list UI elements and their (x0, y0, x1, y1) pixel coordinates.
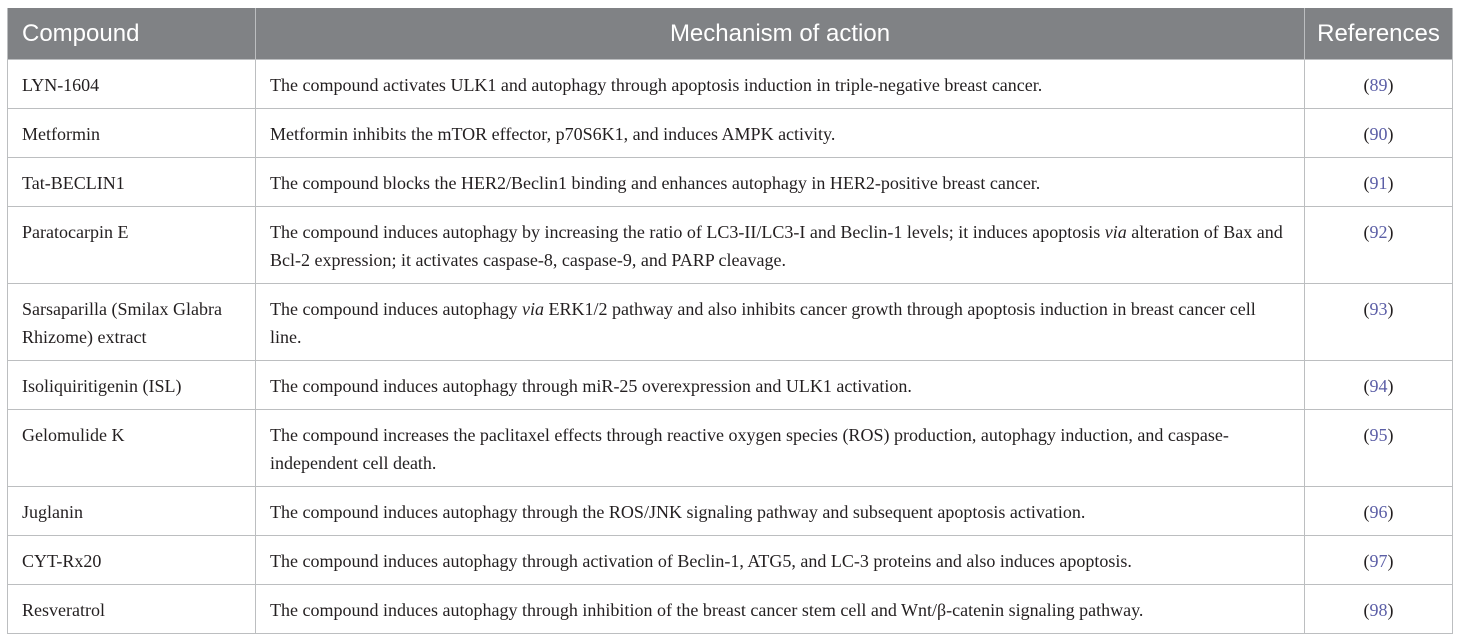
table-row (8, 410, 1453, 487)
compound-cell: Paratocarpin E (8, 207, 256, 284)
compound-cell: Gelomulide K (8, 410, 256, 487)
mechanism-text: The compound induces autophagy through inhibition of the breast cancer stem cell and Wnt/β-catenin signaling pathway. (270, 600, 1144, 620)
reference-link[interactable]: 89 (1369, 75, 1388, 95)
mechanism-text: The compound induces autophagy through miR-25 overexpression and ULK1 activation. (270, 376, 912, 396)
table-row (8, 487, 1453, 536)
reference-link[interactable]: 97 (1369, 551, 1388, 571)
reference-link[interactable]: 91 (1369, 173, 1388, 193)
reference-link[interactable]: 92 (1369, 222, 1388, 242)
mechanism-text: The compound blocks the HER2/Beclin1 binding and enhances autophagy in HER2-positive breast cancer. (270, 173, 1041, 193)
table-row (8, 158, 1453, 207)
mechanism-cell (256, 361, 1305, 410)
table-row (8, 536, 1453, 585)
compound-cell: LYN-1604 (8, 60, 256, 109)
table-header-row (8, 8, 1453, 60)
reference-link[interactable]: 93 (1369, 299, 1388, 319)
table-container (7, 8, 1452, 634)
reference-cell: (98) (1305, 585, 1453, 634)
compounds-table (7, 8, 1453, 634)
mechanism-text: The compound increases the paclitaxel effects through reactive oxygen species (ROS) production, autophagy induction, and caspase-independent cell death. (270, 425, 1229, 473)
reference-cell: (96) (1305, 487, 1453, 536)
table-row (8, 585, 1453, 634)
mechanism-italic: via (521, 299, 544, 319)
reference-cell: (97) (1305, 536, 1453, 585)
reference-cell: (92) (1305, 207, 1453, 284)
mechanism-italic: via (1104, 222, 1127, 242)
compound-cell: Resveratrol (8, 585, 256, 634)
mechanism-text: Metformin inhibits the mTOR effector, p70S6K1, and induces AMPK activity. (270, 124, 836, 144)
mechanism-cell (256, 109, 1305, 158)
mechanism-cell (256, 536, 1305, 585)
mechanism-cell (256, 410, 1305, 487)
mechanism-cell (256, 207, 1305, 284)
reference-cell: (91) (1305, 158, 1453, 207)
mechanism-cell (256, 585, 1305, 634)
header-compound: Compound (8, 8, 256, 60)
reference-link[interactable]: 94 (1369, 376, 1388, 396)
compound-cell: Sarsaparilla (Smilax Glabra Rhizome) extract (8, 284, 256, 361)
mechanism-text: The compound activates ULK1 and autophagy through apoptosis induction in triple-negative breast cancer. (270, 75, 1043, 95)
compound-cell: Isoliquiritigenin (ISL) (8, 361, 256, 410)
table-row (8, 109, 1453, 158)
mechanism-cell (256, 487, 1305, 536)
table-row (8, 284, 1453, 361)
reference-cell: (89) (1305, 60, 1453, 109)
mechanism-text: The compound induces autophagy through activation of Beclin-1, ATG5, and LC-3 proteins and also induces apoptosis. (270, 551, 1132, 571)
mechanism-text: The compound induces autophagy (270, 299, 522, 319)
mechanism-cell (256, 158, 1305, 207)
mechanism-text: The compound induces autophagy by increasing the ratio of LC3-II/LC3-I and Beclin-1 levels; it induces apoptosis (270, 222, 1105, 242)
reference-cell: (93) (1305, 284, 1453, 361)
compound-cell: Metformin (8, 109, 256, 158)
reference-cell: (94) (1305, 361, 1453, 410)
compound-cell: Tat-BECLIN1 (8, 158, 256, 207)
reference-link[interactable]: 96 (1369, 502, 1388, 522)
mechanism-text-cont: alteration of Bax and Bcl-2 expression; it activates caspase-8, caspase-9, and PARP cleavage. (270, 222, 1283, 270)
compound-cell: CYT-Rx20 (8, 536, 256, 585)
reference-link[interactable]: 95 (1369, 425, 1388, 445)
mechanism-text-cont: ERK1/2 pathway and also inhibits cancer growth through apoptosis induction in breast cancer cell line. (270, 299, 1256, 347)
mechanism-text: The compound induces autophagy through the ROS/JNK signaling pathway and subsequent apoptosis activation. (270, 502, 1086, 522)
reference-link[interactable]: 98 (1369, 600, 1388, 620)
reference-cell: (95) (1305, 410, 1453, 487)
table-row (8, 207, 1453, 284)
table-row (8, 361, 1453, 410)
reference-cell: (90) (1305, 109, 1453, 158)
compound-cell: Juglanin (8, 487, 256, 536)
mechanism-cell (256, 60, 1305, 109)
header-references: References (1305, 8, 1453, 60)
table-row (8, 60, 1453, 109)
mechanism-cell (256, 284, 1305, 361)
header-mechanism: Mechanism of action (256, 8, 1305, 60)
reference-link[interactable]: 90 (1369, 124, 1388, 144)
